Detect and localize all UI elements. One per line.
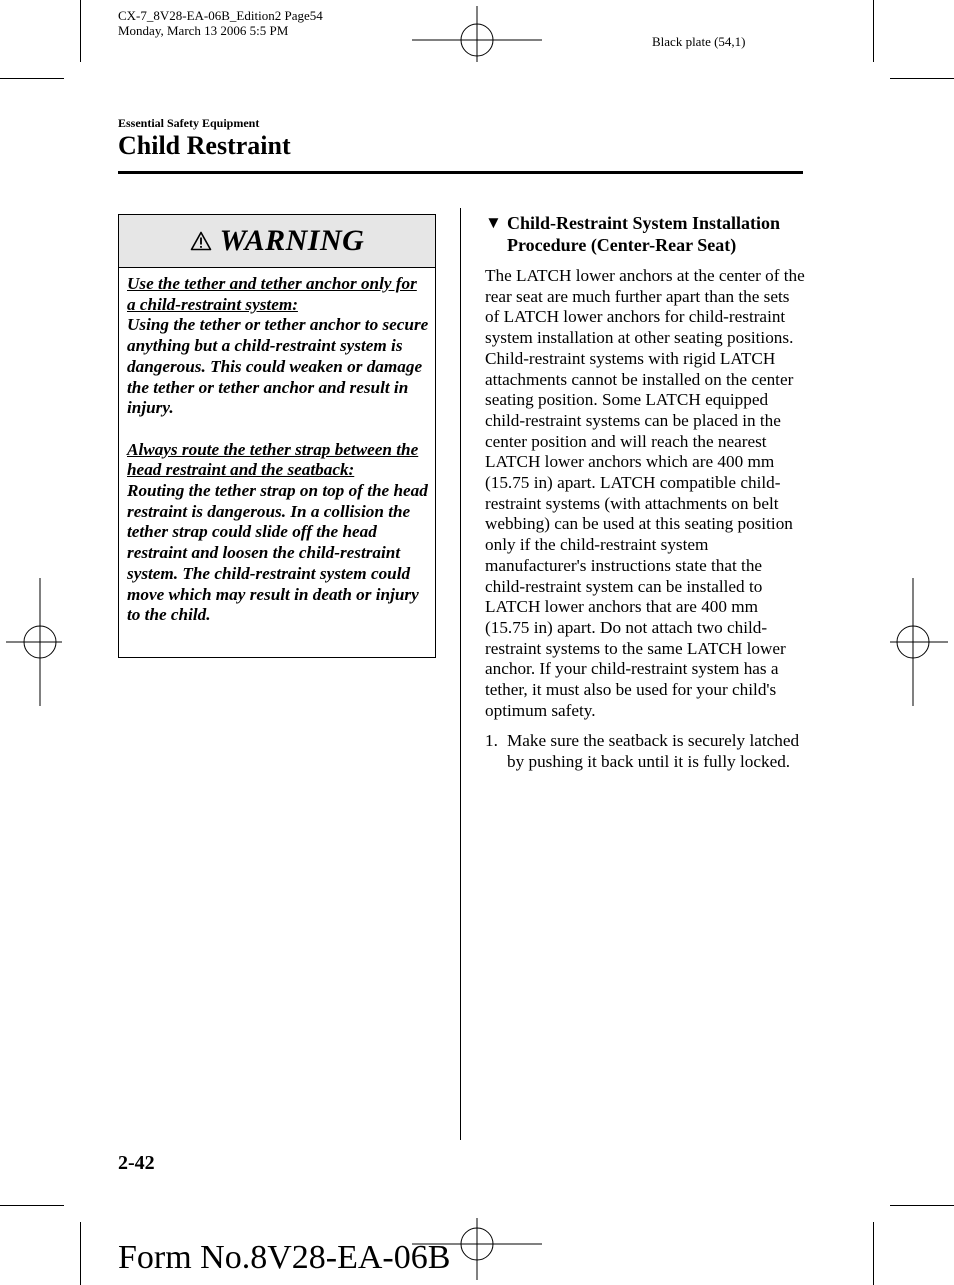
procedure-step: [485, 731, 805, 772]
warning-item-1-body: Using the tether or tether anchor to secure anything but a child-restraint system is dangerous. This could weaken or damage the tether or tether anchor and result in injury.: [127, 315, 429, 418]
section-label: Essential Safety Equipment: [118, 116, 260, 130]
column-divider: [460, 208, 461, 1140]
procedure-paragraph: The LATCH lower anchors at the center of the rear seat are much further apart than the sets of LATCH lower anchors for child-restraint system installation at other seating positions. Child-restraint systems with rigid LATCH attachments cannot be installed on the center seating position. Some LATCH equipped child-restraint systems can be placed in the center position and will reach the nearest LATCH lower anchors which are 400 mm (15.75 in) apart. LATCH compatible child-restraint systems (with attachments on belt webbing) can be used at this seating position only if the child-restraint system manufacturer's instructions state that the child-restraint system can be installed to LATCH lower anchors that are 400 mm (15.75 in) apart. Do not attach two child-restraint systems to the same LATCH lower anchor. If your child-restraint system has a tether, it must also be used for your child's optimum safety.: [485, 266, 805, 720]
title-rule: [118, 171, 803, 174]
step-text: Make sure the seatback is securely latched by pushing it back until it is fully locked.: [507, 731, 800, 772]
step-number: 1.: [485, 731, 498, 751]
plate-label: Black plate (54,1): [652, 34, 746, 49]
warning-item-2-body: Routing the tether strap on top of the head restraint is dangerous. In a collision the tether strap could slide off the head restraint and loosen the child-restraint system. The child-restraint system could move which may result in death or injury to the child.: [127, 481, 428, 625]
procedure-heading-text: Child-Restraint System Installation Procedure (Center-Rear Seat): [507, 213, 781, 255]
print-info-file: CX-7_8V28-EA-06B_Edition2 Page54: [118, 8, 323, 23]
procedure-heading: [485, 212, 805, 256]
warning-body: [119, 268, 435, 626]
print-info: [118, 8, 323, 38]
page-title: Child Restraint: [118, 131, 291, 160]
form-number: Form No.8V28-EA-06B: [118, 1239, 451, 1276]
warning-header: [119, 215, 435, 268]
warning-title: WARNING: [219, 224, 365, 257]
warning-item-2-lead: Always route the tether strap between the head restraint and the seatback:: [127, 439, 419, 480]
warning-item-1-lead: Use the tether and tether anchor only for a child-restraint system:: [127, 274, 417, 314]
page-number: 2-42: [118, 1152, 155, 1174]
warning-triangle-icon: [190, 231, 212, 251]
triangle-bullet-icon: ▼: [485, 213, 502, 232]
print-info-date: Monday, March 13 2006 5:5 PM: [118, 23, 289, 38]
warning-box: [118, 214, 436, 658]
procedure-section: [485, 212, 805, 773]
